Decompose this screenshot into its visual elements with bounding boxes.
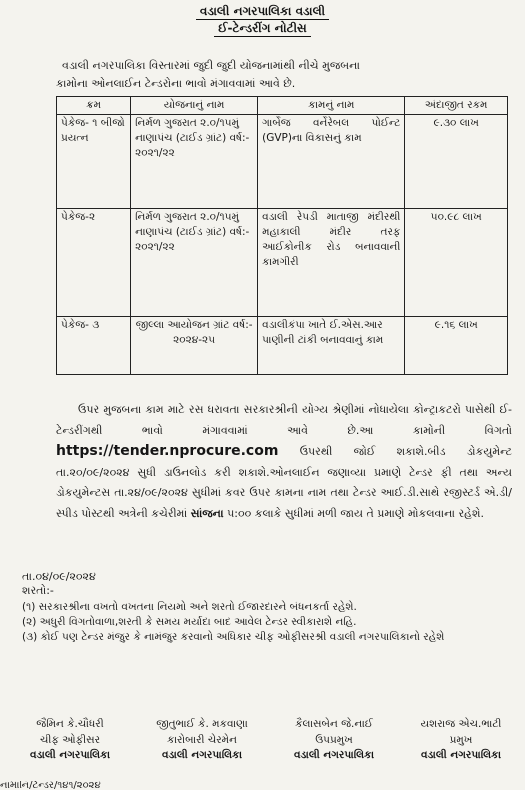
notice-body-paragraph: ઉપર મુજબના કામ માટે રસ ધરાવતા સરકારશ્રીની યોગ્ય શ્રેણીમાં નોધાયેલા કોન્ટ્રાકટરો પાસેથી ઈ-ટેન્ડરીંગથી ભાવો મંગાવવામાં આવે છે.આ કામોની વિગતો https://tender.nprocure.com ઉપરથી જોઈ શકાશે.બીડ ડોકયુમેન્ટ તા.૨૦/૦૯/૨૦૨૪ સુધી ડાઉનલોડ કરી શકાશે.ઓનલાઈન જણાવ્યા પ્રમાણે ટેન્ડર ફી તથા અન્ય ડોકયુમેન્ટસ તા.૨૪/૦૯/૨૦૨૪ સુધીમાં કવર ઉપર કામના નામ તથા ટેન્ડર આઈ.ડી.સાથે રજીસ્ટર્ડ એ.ડી/સ્પીડ પોસ્ટથી અત્રેની કચેરીમાં સાંજના ૫:૦૦ કલાકે સુધીમાં મળી જાય તે પ્રમાણે મોકલવાના રહેશે.	[56, 403, 513, 520]
work-cell: વડાલીકંપા ખાતે ઈ.એસ.આર પાણીની ટાંકી બનાવવાનું કામ	[258, 317, 405, 375]
table-header-row	[57, 97, 508, 115]
table-row	[57, 317, 508, 375]
scheme-cell: જીલ્લા આયોજન ગ્રાંટ વર્ષ:- ૨૦૨૪-૨૫	[131, 317, 258, 375]
package-cell: પેકેજ-૨	[57, 209, 131, 317]
list-item: (૧) સરકારશ્રીના વખતો વખતના નિયમો અને શરતો ઈજારદારને બંધનકર્તા રહેશે.	[22, 601, 357, 613]
scheme-cell: નિર્મળ ગુજરાત ૨.૦/૧૫મું નાણાપંચ (ટાઈડ ગ્રાંટ) વર્ષ:- ૨૦૨૧/૨૨	[131, 209, 258, 317]
table-row	[57, 115, 508, 209]
header-amount: અંદાજીત રકમ	[405, 97, 508, 115]
intro-line-2: કામોના ઓનલાઈન ટેન્ડરોના ભાવો મંગાવવામાં આવે છે.	[56, 77, 296, 90]
terms-list	[22, 600, 502, 645]
work-cell: ગાર્બેજ વર્નેરેબલ પોઈન્ટ (GVP)ના વિકાસનું કામ	[258, 115, 405, 209]
amount-cell: ૯.૩૦ લાખ	[405, 115, 508, 209]
signatory-vice-president: કૈલાસબેન જે.નાઈ ઉપપ્રમુખ વડાલી નગરપાલિકા	[293, 718, 375, 761]
terms-heading: શરતો:-	[22, 584, 54, 597]
package-cell: પેકેજ- ૩	[57, 317, 131, 375]
notice-header-title: ઈ-ટેન્ડરીંગ નોટીસ	[0, 21, 525, 35]
work-cell: વડાલી રેપડી માતાજી મંદીરથી મહાકાલી મંદીર તરફ આઈકોનીક રોડ બનાવવાની કામગીરી	[258, 209, 405, 317]
tender-website-link[interactable]: https://tender.nprocure.com	[56, 443, 279, 459]
notice-header-municipality: વડાલી નગરપાલિકા વડાલી	[0, 4, 525, 18]
reference-number: નામાનિ/ટેન્ડર/૧૪૧/૨૦૨૪	[0, 781, 101, 790]
works-table	[56, 96, 508, 375]
scheme-cell: નિર્મળ ગુજરાત ૨.૦/૧૫મું નાણાપંચ (ટાઈડ ગ્રાંટ) વર્ષ:- ૨૦૨૧/૨૨	[131, 115, 258, 209]
table-row	[57, 209, 508, 317]
header-serial: ક્રમ	[57, 97, 131, 115]
signatory-president: યશરાજ એચ.ભાટી પ્રમુખ વડાલી નગરપાલિકા	[420, 718, 502, 761]
header-scheme: યોજનાનું નામ	[131, 97, 258, 115]
signatory-executive-chairman: જીતુભાઈ કે. મકવાણા કારોબારી ચેરમેન વડાલી નગરપાલિકા	[156, 718, 248, 761]
notice-date: તા.૦૪/૦૯/૨૦૨૪	[22, 570, 96, 583]
list-item: (૨) અધુરી વિગતોવાળા,શરતી કે સમય મર્યાદા બાદ આવેલ ટેન્ડર સ્વીકારાશે નહિ.	[22, 616, 357, 628]
intro-line-1: વડાલી નગરપાલિકા વિસ્તારમાં જુદી જુદી યોજનામાંથી નીચે મુજબના	[62, 59, 360, 72]
list-item: (૩) કોઈ પણ ટેન્ડર મંજુર કે નામંજુર કરવાનો અધિકાર ચીફ ઓફીસરશ્રી વડાલી નગરપાલિકાનો રહેશે	[22, 631, 445, 643]
header-work: કામનું નામ	[258, 97, 405, 115]
amount-cell: ૫૦.૯૮ લાખ	[405, 209, 508, 317]
package-cell: પેકેજ- ૧ બીજો પ્રયત્ન	[57, 115, 131, 209]
signatory-chief-officer: જૈમિન કે.ચૌધરી ચીફ ઓફીસર વડાલી નગરપાલિકા	[29, 718, 111, 761]
amount-cell: ૯.૧૬ લાખ	[405, 317, 508, 375]
